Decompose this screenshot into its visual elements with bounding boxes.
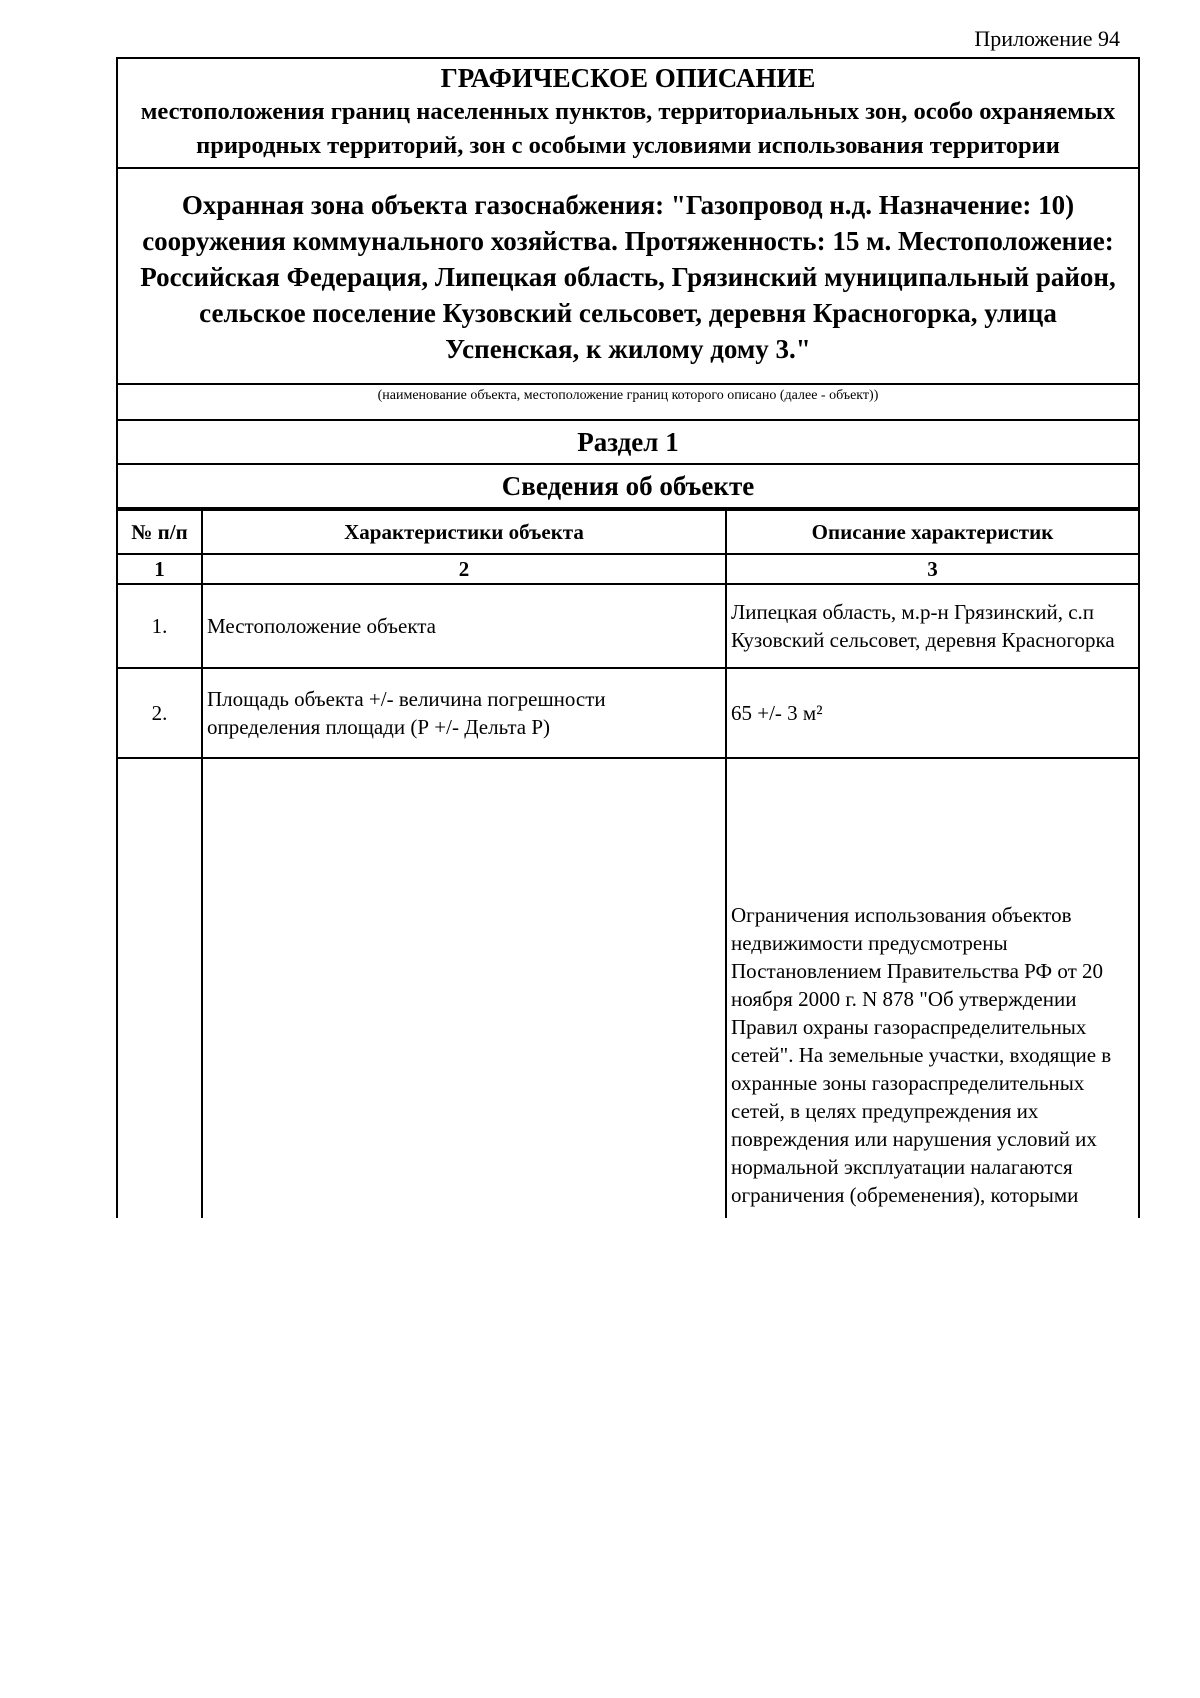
column-number: 2 xyxy=(202,554,726,584)
column-number: 3 xyxy=(726,554,1138,584)
object-name: Охранная зона объекта газоснабжения: "Газопровод н.д. Назначение: 10) сооружения коммунального хозяйства. Протяженность: 15 м. Местоположение: Российская Федерация, Липецкая область, Грязинский муниципальный район, сельское поселение Кузовский сельсовет, деревня Красногорка, улица Успенская, к жилому дому 3." xyxy=(140,190,1116,364)
row-number: 2. xyxy=(118,668,202,758)
row-number: 1. xyxy=(118,584,202,668)
column-header: Характеристики объекта xyxy=(202,510,726,554)
document-title: ГРАФИЧЕСКОЕ ОПИСАНИЕ xyxy=(440,63,816,93)
section-title: Сведения об объекте xyxy=(118,465,1138,509)
document-form xyxy=(116,57,1140,1218)
section-number: Раздел 1 xyxy=(118,421,1138,465)
row-characteristic xyxy=(202,758,726,1218)
column-number: 1 xyxy=(118,554,202,584)
table-header-row xyxy=(118,510,1138,554)
table-row xyxy=(118,584,1138,668)
row-description: 65 +/- 3 м² xyxy=(726,668,1138,758)
row-description xyxy=(726,758,1138,1218)
column-number-row xyxy=(118,554,1138,584)
object-name-block xyxy=(118,169,1138,385)
appendix-number: Приложение 94 xyxy=(974,26,1120,51)
title-block xyxy=(118,59,1138,169)
document-subtitle: местоположения границ населенных пунктов, территориальных зон, особо охраняемых природных территорий, зон с особыми условиями использования территории xyxy=(140,98,1116,159)
column-header: Описание характеристик xyxy=(726,510,1138,554)
row-number xyxy=(118,758,202,1218)
object-name-caption: (наименование объекта, местоположение границ которого описано (далее - объект)) xyxy=(118,385,1138,421)
object-info-table xyxy=(118,509,1138,1218)
row-characteristic: Местоположение объекта xyxy=(202,584,726,668)
table-row xyxy=(118,668,1138,758)
column-header: № п/п xyxy=(118,510,202,554)
row-characteristic: Площадь объекта +/- величина погрешности определения площади (Р +/- Дельта Р) xyxy=(202,668,726,758)
table-row xyxy=(118,758,1138,1218)
row-description: Липецкая область, м.р-н Грязинский, с.п Кузовский сельсовет, деревня Красногорка xyxy=(726,584,1138,668)
restrictions-text: Ограничения использования объектов недвижимости предусмотрены Постановлением Правительства РФ от 20 ноября 2000 г. N 878 "Об утверждении Правил охраны газораспределительных сетей". На земельные участки, входящие в охранные зоны газораспределительных сетей, в целях предупреждения их повреждения или нарушения условий их нормальной эксплуатации налагаются ограничения (обременения), которыми xyxy=(731,903,1112,1207)
